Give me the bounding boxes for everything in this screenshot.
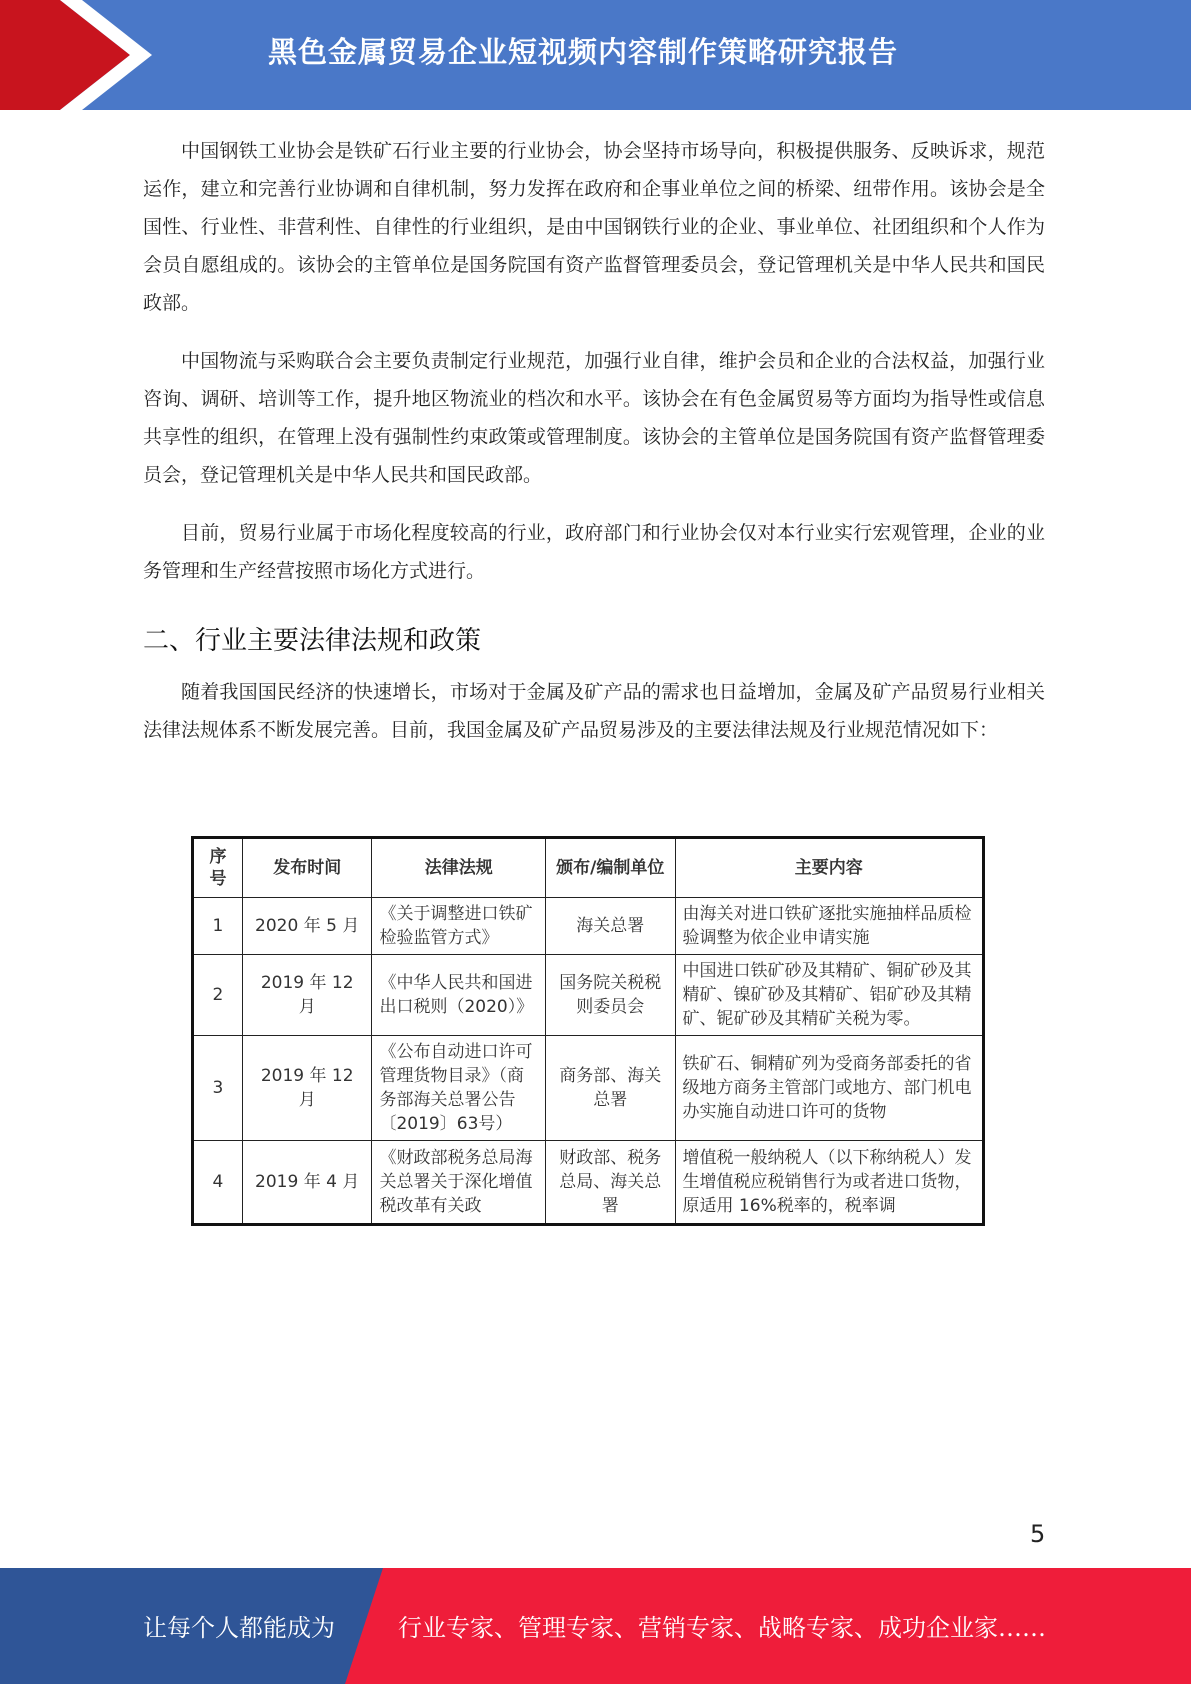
main-content — [143, 132, 1045, 769]
table-row — [193, 1036, 984, 1141]
cell-index: 1 — [193, 898, 243, 955]
table-row — [193, 1141, 984, 1225]
cell-law: 《中华人民共和国进出口税则（2020）》 — [372, 955, 546, 1036]
paragraph: 目前，贸易行业属于市场化程度较高的行业，政府部门和行业协会仅对本行业实行宏观管理，企业的业务管理和生产经营按照市场化方式进行。 — [143, 522, 1045, 582]
page-footer — [0, 1568, 1191, 1684]
cell-index: 4 — [193, 1141, 243, 1225]
cell-law: 《财政部税务总局海关总署关于深化增值税改革有关政 — [372, 1141, 546, 1225]
header-issuer: 颁布/编制单位 — [546, 838, 676, 898]
cell-issuer: 财政部、税务总局、海关总署 — [546, 1141, 676, 1225]
paragraph: 中国物流与采购联合会主要负责制定行业规范，加强行业自律，维护会员和企业的合法权益，加强行业咨询、调研、培训等工作，提升地区物流业的档次和水平。该协会在有色金属贸易等方面均为指导性或信息共享性的组织，在管理上没有强制性约束政策或管理制度。该协会的主管单位是国务院国有资产监督管理委员会，登记管理机关是中华人民共和国民政部。 — [143, 350, 1045, 486]
header-content: 主要内容 — [675, 838, 983, 898]
cell-law: 《公布自动进口许可管理货物目录》（商务部海关总署公告〔2019〕63号） — [372, 1036, 546, 1141]
cell-content: 增值税一般纳税人（以下称纳税人）发生增值税应税销售行为或者进口货物，原适用 16%税率的，税率调 — [675, 1141, 983, 1225]
cell-date: 2019 年 12 月 — [242, 1036, 372, 1141]
paragraph: 随着我国国民经济的快速增长，市场对于金属及矿产品的需求也日益增加，金属及矿产品贸易行业相关法律法规体系不断发展完善。目前，我国金属及矿产品贸易涉及的主要法律法规及行业规范情况如下： — [143, 681, 1045, 741]
cell-issuer: 商务部、海关总署 — [546, 1036, 676, 1141]
cell-issuer: 国务院关税税则委员会 — [546, 955, 676, 1036]
table-row — [193, 955, 984, 1036]
cell-date: 2019 年 12 月 — [242, 955, 372, 1036]
page-header — [0, 0, 1191, 110]
cell-content: 由海关对进口铁矿逐批实施抽样品质检验调整为依企业申请实施 — [675, 898, 983, 955]
cell-index: 2 — [193, 955, 243, 1036]
laws-table — [191, 836, 985, 1226]
cell-issuer: 海关总署 — [546, 898, 676, 955]
footer-slogan-left: 让每个人都能成为 — [143, 1614, 335, 1642]
table-header-row — [193, 838, 984, 898]
header-law: 法律法规 — [372, 838, 546, 898]
header-date: 发布时间 — [242, 838, 372, 898]
footer-slogan-right: 行业专家、管理专家、营销专家、战略专家、成功企业家…… — [398, 1614, 1046, 1642]
cell-content: 铁矿石、铜精矿列为受商务部委托的省级地方商务主管部门或地方、部门机电办实施自动进口许可的货物 — [675, 1036, 983, 1141]
header-index: 序号 — [193, 838, 243, 898]
paragraph: 中国钢铁工业协会是铁矿石行业主要的行业协会，协会坚持市场导向，积极提供服务、反映诉求，规范运作，建立和完善行业协调和自律机制，努力发挥在政府和企事业单位之间的桥梁、纽带作用。该协会是全国性、行业性、非营利性、自律性的行业组织，是由中国钢铁行业的企业、事业单位、社团组织和个人作为会员自愿组成的。该协会的主管单位是国务院国有资产监督管理委员会，登记管理机关是中华人民共和国民政部。 — [143, 140, 1045, 314]
page-number: 5 — [1030, 1520, 1046, 1548]
cell-content: 中国进口铁矿砂及其精矿、铜矿砂及其精矿、镍矿砂及其精矿、铝矿砂及其精矿、铌矿砂及其精矿关税为零。 — [675, 955, 983, 1036]
cell-date: 2020 年 5 月 — [242, 898, 372, 955]
cell-index: 3 — [193, 1036, 243, 1141]
cell-law: 《关于调整进口铁矿检验监管方式》 — [372, 898, 546, 955]
section-heading: 二、行业主要法律法规和政策 — [143, 626, 482, 656]
document-title: 黑色金属贸易企业短视频内容制作策略研究报告 — [268, 35, 899, 69]
cell-date: 2019 年 4 月 — [242, 1141, 372, 1225]
table-row — [193, 898, 984, 955]
